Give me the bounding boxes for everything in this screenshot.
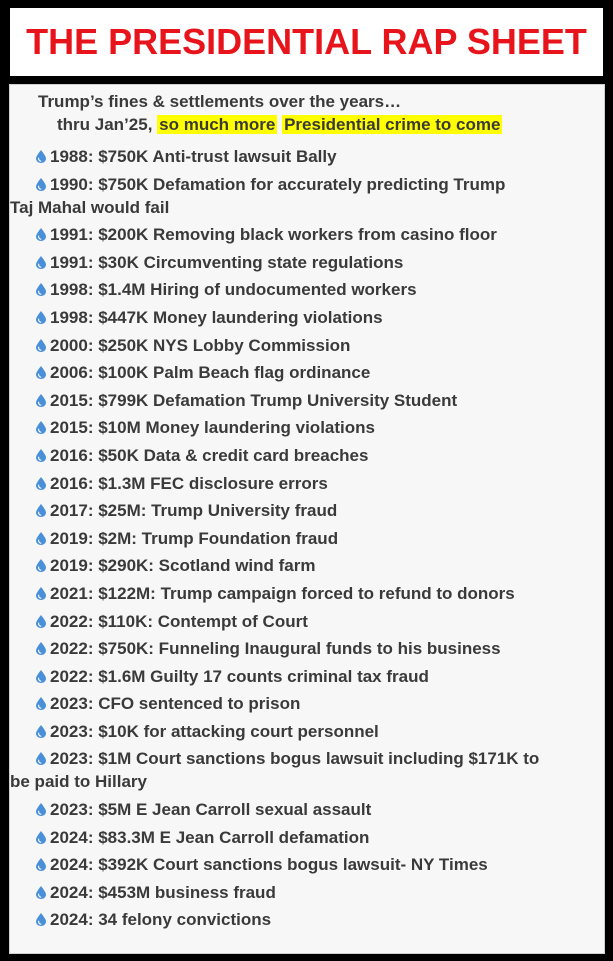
list-item <box>36 389 596 412</box>
intro-line: Trump’s fines & settlements over the years… <box>38 92 402 111</box>
title-banner <box>10 8 603 76</box>
list-item <box>36 278 596 301</box>
list-item <box>36 472 596 495</box>
water-drop-icon <box>36 311 46 324</box>
water-drop-icon <box>36 256 46 269</box>
water-drop-icon <box>36 394 46 407</box>
water-drop-icon <box>36 752 46 765</box>
water-drop-icon <box>36 421 46 434</box>
list-item <box>36 798 596 821</box>
water-drop-icon <box>36 886 46 899</box>
water-drop-icon <box>36 228 46 241</box>
water-drop-icon <box>36 532 46 545</box>
list-item-text: 1990: $750K Defamation for accurately predicting Trump <box>50 174 506 194</box>
list-item <box>36 908 596 931</box>
list-item-text: 2022: $110K: Contempt of Court <box>50 611 308 631</box>
list-item-text: 2024: $453M business fraud <box>50 882 276 902</box>
list-item <box>36 361 596 384</box>
water-drop-icon <box>36 642 46 655</box>
water-drop-icon <box>36 587 46 600</box>
list-item-text: 2019: $2M: Trump Foundation fraud <box>50 528 339 548</box>
intro-subline <box>57 115 502 135</box>
water-drop-icon <box>36 670 46 683</box>
list-item-text: 2017: $25M: Trump University fraud <box>50 501 338 521</box>
list-item-continuation: be paid to Hillary <box>10 772 147 792</box>
list-item-text: 2023: CFO sentenced to prison <box>50 694 301 714</box>
list-item <box>36 554 596 577</box>
list-item <box>36 306 596 329</box>
water-drop-icon <box>36 725 46 738</box>
list-item <box>36 692 596 715</box>
water-drop-icon <box>36 913 46 926</box>
water-drop-icon <box>36 366 46 379</box>
list-item-text: 2006: $100K Palm Beach flag ordinance <box>50 363 371 383</box>
water-drop-icon <box>36 339 46 352</box>
list-item <box>36 527 596 550</box>
list-item <box>36 637 596 660</box>
list-item-text: 2023: $5M E Jean Carroll sexual assault <box>50 800 372 820</box>
list-item <box>36 145 596 168</box>
list-item-text: 1991: $30K Circumventing state regulations <box>50 252 404 272</box>
list-item <box>10 747 596 793</box>
list-item <box>36 416 596 439</box>
list-item-text: 2022: $750K: Funneling Inaugural funds to his business <box>50 639 501 659</box>
list-item-text: 1998: $447K Money laundering violations <box>50 307 383 327</box>
water-drop-icon <box>36 831 46 844</box>
list-item-text: 1998: $1.4M Hiring of undocumented workers <box>50 280 417 300</box>
water-drop-icon <box>36 858 46 871</box>
highlight-text: so much more <box>159 115 276 134</box>
list-item <box>36 223 596 246</box>
list-item <box>36 610 596 633</box>
list-item-text: 2023: $1M Court sanctions bogus lawsuit including $171K to <box>50 749 540 769</box>
water-drop-icon <box>36 150 46 163</box>
rap-sheet-panel <box>9 84 605 954</box>
list-item-text: 2015: $799K Defamation Trump University Student <box>50 390 458 410</box>
water-drop-icon <box>36 477 46 490</box>
list-item <box>36 826 596 849</box>
fines-list <box>10 145 596 936</box>
page-title: THE PRESIDENTIAL RAP SHEET <box>26 21 587 62</box>
list-item-text: 2024: 34 felony convictions <box>50 910 272 930</box>
list-item-continuation: Taj Mahal would fail <box>10 197 170 217</box>
list-item-text: 2019: $290K: Scotland wind farm <box>50 556 316 576</box>
water-drop-icon <box>36 697 46 710</box>
list-item <box>36 582 596 605</box>
list-item-text: 2021: $122M: Trump campaign forced to refund to donors <box>50 583 515 603</box>
list-item-text: 1991: $200K Removing black workers from casino floor <box>50 225 497 245</box>
list-item <box>36 251 596 274</box>
list-item-text: 2022: $1.6M Guilty 17 counts criminal tax fraud <box>50 666 429 686</box>
list-item-text: 2016: $50K Data & credit card breaches <box>50 445 369 465</box>
list-item <box>36 720 596 743</box>
list-item <box>36 444 596 467</box>
list-item <box>10 173 596 219</box>
list-item <box>36 499 596 522</box>
list-item-text: 2024: $392K Court sanctions bogus lawsuit- NY Times <box>50 855 488 875</box>
list-item <box>36 665 596 688</box>
list-item-text: 2024: $83.3M E Jean Carroll defamation <box>50 827 370 847</box>
intro-date: thru Jan’25, <box>57 115 158 134</box>
highlight-text: Presidential crime to come <box>284 115 501 134</box>
list-item-text: 2000: $250K NYS Lobby Commission <box>50 335 351 355</box>
list-item-text: 2016: $1.3M FEC disclosure errors <box>50 473 328 493</box>
list-item-text: 2023: $10K for attacking court personnel <box>50 721 379 741</box>
water-drop-icon <box>36 615 46 628</box>
water-drop-icon <box>36 283 46 296</box>
water-drop-icon <box>36 504 46 517</box>
list-item <box>36 334 596 357</box>
water-drop-icon <box>36 449 46 462</box>
list-item <box>36 881 596 904</box>
water-drop-icon <box>36 559 46 572</box>
list-item <box>36 853 596 876</box>
water-drop-icon <box>36 178 46 191</box>
list-item-text: 2015: $10M Money laundering violations <box>50 418 375 438</box>
water-drop-icon <box>36 803 46 816</box>
list-item-text: 1988: $750K Anti-trust lawsuit Bally <box>50 147 337 166</box>
